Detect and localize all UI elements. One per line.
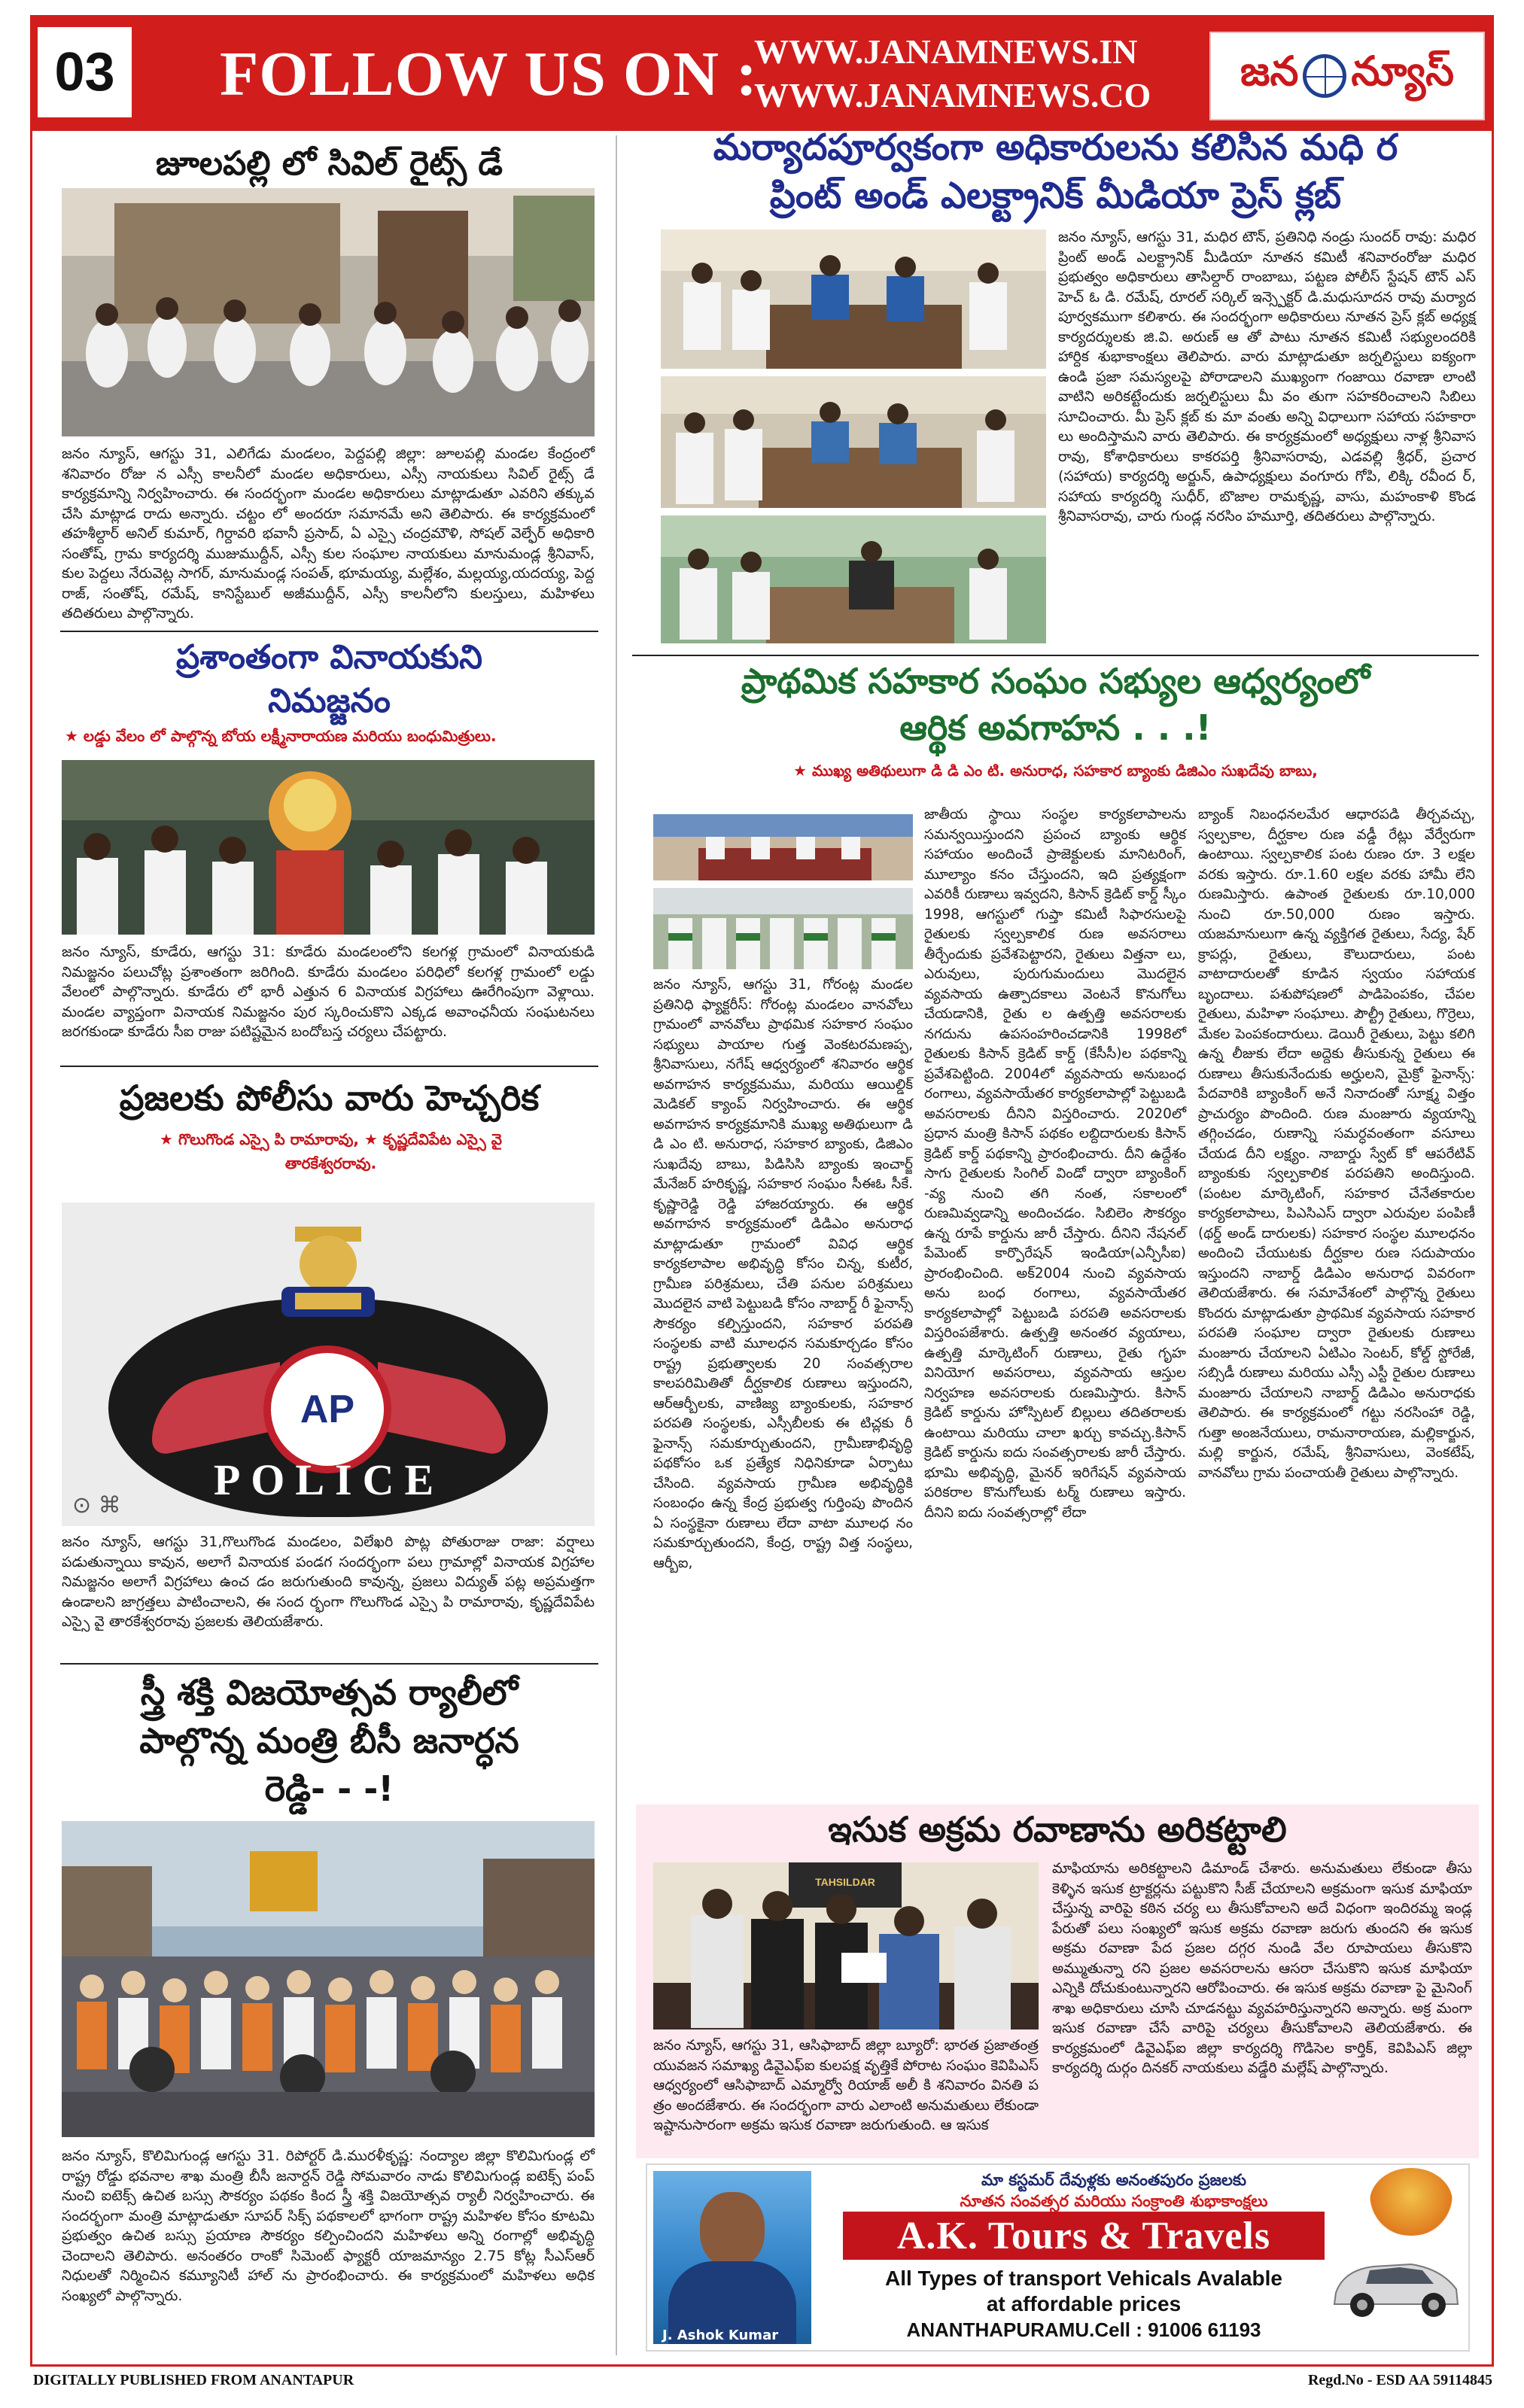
divider bbox=[632, 655, 1479, 656]
sand-body-col1: జనం న్యూస్, ఆగస్టు 31, ఆసిఫాబాద్ జిల్లా బ్యూరో: భారత ప్రజాతంత్ర యువజన సమాఖ్య డివైఎఫ్ఐ కులపక్ష వృత్తికే పోరాట సంఘం కెవిపిఎస్ ఆధ్వర్యంలో ఆసిఫాబాద్ ఎమ్మార్వో రియాజ్ అలీ కి శనివారం వినతి ప త్రం అందజేశారు. ఈ సందర్భంగా వారు ఎలాంటి అనుమతులు లేకుండా ఇష్టానుసారంగా అక్రమ ఇసుక రవాణా జరుగుతుంది. ఆ ఇసుక bbox=[653, 2037, 1039, 2133]
tahsildar-sign: TAHSILDAR bbox=[815, 1876, 875, 1888]
press-club-photo-3 bbox=[661, 515, 1046, 643]
masthead bbox=[32, 17, 1492, 131]
cooperative-body-col2: జాతీయ స్థాయి సంస్థల కార్యకలాపాలను సమన్వయిస్తుందని ప్రపంచ బ్యాంకు ఆర్థిక సహాయం అందించే ప్రాజెక్టులకు మానిటరింగ్, మూల్యాం కనం చేస్తుందని, ఇది ప్రత్యక్షంగా ఎవరికీ రుణాలు ఇవ్వదని, కిసాన్ క్రెడిట్ కార్డ్ స్కీం 1998, ఆగస్టులో గుప్తా కమిటీ సిఫారసులపై రైతులకు స్వల్పకాలిక రుణ అవసరాలు తీర్చేందుకు ప్రవేశపెట్టారని, రైతులు విత్తనా లు, ఎరువులు, పురుగుమందులు మొదలైన వ్యవసాయ ఉత్పాదకాలు వెంటనే కొనుగోలు చేయడానికి, రైతు ల ఉత్పత్తి అవసరాలకు నగదును ఉపసంహరించడానికి 1998లో రైతులకు కిసాన్ క్రెడిట్ కార్డ్ (కేసీసీ)ల పథకాన్ని ప్రవేశపెట్టింది. 2004లో వ్యవసాయ అనుబంధ రంగాలు, వ్యవసాయేతర కార్యకలాపాల్లో పెట్టుబడి అవసరాలకు దీనిని విస్తరించారు. 2020లో ప్రధాన మంత్రి కిసాన్ పథకం లబ్దిదారులకు కిసాన్ క్రెడిట్ కార్డ్ పథకాన్ని ప్రారంభించారు. దీని ఉద్దేశం సాగు రైతులకు సింగిల్ విండో ద్వారా బ్యాంకింగ్ -వ్య నుంచి తగి నంత, సకాలంలో రుణమివ్వడాన్ని అందించడం. సిబిలెం సౌకర్యం ఉన్న రూపే కార్డును జారీ చేస్తారు. దీనిని నేషనల్ పేమెంట్ కార్పొరేషన్ ఇండియా(ఎన్పీసీఐ) ప్రారంభించింది. అక్2004 నుంచి వ్యవసాయ అను బంధ రంగాలు, వ్యవసాయేతర కార్యకలాపాల్లో పెట్టుబడి పరపతి అవసరాలకు విస్తరింపజేశారు. ఉత్పత్తి అనంతర వ్యయాలు, ఉత్పత్తి మార్కెటింగ్ రుణాలు, రైతు గృహ వినియోగ అవసరాలు, వ్యవసాయ ఆస్తుల నిర్వహణ అవసరాలకు రుణమిస్తారు. కిసాన్ క్రెడిట్ కార్డును హోస్పిటల్ బిల్లులు తదితరాలకు ఉంటాయి మరియు చాలా ఖర్చు కావచ్చు.కిసాన్ క్రెడిట్ కార్డును ఐదు సంవత్సరాలకు జారీ చేస్తారు. భూమి అభివృద్ధి, మైనర్ ఇరిగేషన్ వ్యవసాయ పరికరాల కొనుగోలుకు టర్మ్ రుణాలు ఇస్తారు. దీనిని ఐదు సంవత్సరాల్లో లేదా bbox=[924, 807, 1186, 1521]
ap-police-emblem-photo bbox=[62, 1202, 595, 1526]
sand-body-col2: మాఫియాను అరికట్టాలని డిమాండ్ చేశారు. అనుమతులు లేకుండా తీసు కెళ్ళిన ఇసుక ట్రాక్టర్లను పట్టుకొని సీజ్ చేయాలని అక్రమంగా ఇసుక మాఫియా చేస్తున్న వారిపై కఠిన చర్య లు తీసుకోవాలని అదే విధంగా ఇందిరమ్మ ఇండ్ల పేరుతో పలు సంఖ్యలో ఇసుక అక్రమ రవాణా జరుగు తుందని ఈ ఇసుక అక్రమ రవాణా పేద ప్రజల దగ్గర నుండి వేల రూపాయలు తీసుకొని అమ్ముతున్నా రని ప్రజల అవసరాలను ఆసరా చేసుకొని ఇసుక మాఫియా ఎన్నికి దోచుకుంటున్నారని ఆరోపించారు. ఈ ఇసుక అక్రమ రవాణా పై మైనింగ్ శాఖ అధికారులు చూసి చూడనట్టు వ్యవహరిస్తున్నారని అన్నారు. అక్ర మంగా ఇసుక రవాణా చేసే వారిపై చర్యలు తీసుకోవాలని తెలియజేశారు. ఈ కార్యక్రమంలో డివైఎఫ్ఐ జిల్లా కార్యదర్శి గొడిసెల కార్తిక్, కెవిపిఎస్ జిల్లా కార్యదర్శి దుర్గం దినకర్ నాయకులు వడ్డేరి మల్లేష్ పాల్గొన్నారు. bbox=[1052, 1860, 1472, 2076]
sand-petition-photo bbox=[653, 1862, 1039, 2029]
national-emblem-icon bbox=[265, 1212, 391, 1332]
advertiser-name: J. Ashok Kumar bbox=[662, 2327, 779, 2343]
vinayaka-headline-line2: నిమజ్జనం bbox=[268, 682, 391, 720]
vinayaka-photo bbox=[62, 760, 595, 935]
cooperative-body-col3: బ్యాంక్ నిబంధనలమేర ఆధారపడి తీర్చవచ్చు, స్వల్పకాల, దీర్ఘకాల రుణ వడ్డీ రేట్లు వేర్వేరుగా ఉంటాయి. స్వల్పకాలిక పంట రుణం రూ. 3 లక్షల వరకు ఇస్తారు. రూ.1.60 లక్షల వరకు హామీ లేని రుణమిస్తారు. ఉపాంత రైతులకు రూ.10,000 నుంచి రూ.50,000 రుణం ఇస్తారు. యజమానులుగా ఉన్న వ్యక్తిగత రైతులు, సేద్య, షేర్ క్రాపర్లు, రైతులు, కౌలుదారులు, పంట వాటాదారులతో కూడిన స్వయం సహాయక బృందాలు. పశుపోషణలో పాడిపెంపకం, చేపల రైతులు, మహిళా సంఘాలు. పౌల్ట్రీ రైతులు, గొర్రెలు, మేకల పెంపకందారులు. డెయిరీ రైతులు, పెట్టు కలిగి ఉన్న లీజుకు లేదా అద్దెకు తీసుకున్న రైతులు ఈ రుణాలు తీసుకునేందుకు అర్హులని, మైక్రో ఫైనాన్స్: పేదవారికి బ్యాంకింగ్ అనే నినాదంతో సూక్ష్మ విత్తం ప్రాచుర్యం పొందింది. రుణ మంజూరు వ్యయాన్ని తగ్గించడం, రుణాన్ని సమర్ధవంతంగా వసూలు చేయడ దీని లక్ష్యం. నాబార్డు స్వేట్ కో ఆపరేటివ్ బ్యాంకుకు స్వల్పకాలిక పరపతిని అందిస్తుంది. (పంటల మార్కెటింగ్, సహకార చేనేతకారుల కార్యకలాపాలు, పిఎసిఎస్ ద్వారా ఎరువుల పంపిణీ (థర్డ్ అండ్ దారులకు) సహకార సంస్థల మూలధనం అందించి చేయుటకు దీర్ఘకాల రుణ సదుపాయం ఇస్తుందని నాబార్డ్ డిడిఎం అనురాధ వివరంగా తెలియజేశారు. ఈ సమావేశంలో పాల్గొన్న రైతులు కొందరు మాట్లాడుతూ ప్రాథమిక వ్యవసాయ సహకార పరపతి సంఘాల ద్వారా రైతులకు రుణాలు మంజూరు చేయాలని ఏటిఎం సెంటర్, కోల్డ్ స్టోరేజీ, సబ్సిడీ రుణాలు మరియు ఎస్సీ ఎస్టీ రైతుల రుణాలు మంజూరు చేయాలని నాబార్డ్ డిడిఎం అనురాధకు తెలిపారు. ఈ కార్యక్రమంలో గట్టు నరసింహా రెడ్డి, గుత్తా అంజనేయులు, రామనారాయణ, మల్లికార్జున, మల్లి కార్జున, రమేష్, శ్రీనివాసులు, వెంకటేష్, వానవోలు గ్రామ పంచాయతీ రైతులు పాల్గొన్నారు. bbox=[1198, 807, 1475, 1481]
cooperative-headline-line2: ఆర్థిక అవగాహన . . .! bbox=[899, 707, 1212, 748]
police-sub-1: గొలుగొండ ఎస్సై పి రామారావు, bbox=[178, 1130, 359, 1148]
ad-tagline bbox=[843, 2266, 1325, 2317]
star-icon: ★ bbox=[65, 727, 84, 745]
advertiser-photo bbox=[653, 2171, 811, 2344]
car-icon bbox=[1328, 2233, 1464, 2323]
vinayaka-subheading bbox=[65, 724, 599, 748]
ad-business-banner bbox=[843, 2212, 1325, 2260]
vinayaka-headline-line1: ప్రశాంతంగా వినాయకుని bbox=[176, 638, 482, 676]
police-sub-2: కృష్ణదేవిపేట ఎస్సై వై bbox=[382, 1130, 502, 1148]
press-club-photo-1 bbox=[661, 230, 1046, 369]
footer-registration: Regd.No - ESD AA 59114845 bbox=[1307, 2372, 1492, 2388]
police-wordmark: POLICE bbox=[213, 1455, 445, 1504]
ganesha-icon bbox=[1370, 2168, 1453, 2236]
vinayaka-subheading-text: లడ్డు వేలం లో పాల్గొన్న బోయ లక్ష్మీనారాయణ మరియు బంధుమిత్రులు. bbox=[83, 727, 497, 745]
logo-text-left: జన bbox=[1240, 47, 1299, 95]
stree-shakti-headline-line2: పాల్గొన్న మంత్రి బీసీ జనార్ధన bbox=[139, 1720, 519, 1761]
press-club-headline-line1: మర్యాదపూర్వకంగా అధికారులను కలిసిన మధి ర bbox=[713, 126, 1398, 169]
ad-greeting-line2: నూతన సంవత్సర మరియు సంక్రాంతి శుభాకాంక్షలు bbox=[960, 2192, 1268, 2210]
stree-shakti-body: జనం న్యూస్, కొలిమిగుండ్ల ఆగస్టు 31. రిపోర్టర్ డి.మురళీకృష్ణ: నంద్యాల జిల్లా కొలిమిగుండ్ల లో రాష్ట్ర రోడ్డు భవనాల శాఖ మంత్రి బీసీ జనార్దన్ రెడ్డి సోమవారం నాడు కొలిమిగుండ్ల ఐటెక్స్ పంప్ నుంచి ఐటెక్స్ ఉచిత బస్సు సౌకర్యం పథకం కింద స్త్రీ శక్తి విజయోత్సవ ర్యాలీ నిర్వహించారు. ఈ సందర్భంగా మంత్రి మాట్లాడుతూ సూపర్ సిక్స్ పథకాలలో భాగంగా రాష్ట్ర మహిళల కోసం కూటమి ప్రభుత్వం ఉచిత బస్సు ప్రయాణ సౌకర్యం కల్పించిందని మహిళలు అన్ని రంగాల్లో అభివృద్ధి చెందాలని తెలిపారు. అనంతరం రాంకో సిమెంట్ ఫ్యాక్టరీ యాజమాన్యం 2.75 కోట్ల సీఎస్ఆర్ నిధులతో నిర్మించిన కమ్యూనిటీ హాల్ ను ప్రారంభించారు. ఈ కార్యక్రమంలో మహిళలు అధిక సంఖ్యలో పాల్గొన్నారు. bbox=[62, 2148, 595, 2304]
divider bbox=[60, 1066, 598, 1067]
page-number: 03 bbox=[38, 27, 132, 117]
column-divider bbox=[616, 135, 617, 2355]
police-warning-body: జనం న్యూస్, ఆగస్టు 31,గొలుగొండ మండలం, విలేఖరి పొట్ల పోతురాజు రాజా: వర్షాలు పడుతున్నాయి కావున, అలాగే వినాయక పండగ సందర్భంగా పలు గ్రామాల్లో వినాయక విగ్రహాల నిమజ్జనం అలాగే విగ్రహాలు ఉంచ డం జరుగుతుంది కావున్న, ప్రజలు విద్యుత్ పట్ల అప్రమత్తగా ఉండాలని జాగ్రత్తలు పాటించాలని, ఈ సంద ర్భంగా గొలుగొండ ఎస్సై పి రామారావు, కృష్ణదేవిపేట ఎస్సై వై తారకేశ్వరరావు ప్రజలకు తెలియజేశారు. bbox=[62, 1534, 595, 1630]
cooperative-photo-1 bbox=[653, 814, 913, 880]
ad-tagline-2: at affordable prices bbox=[986, 2292, 1182, 2315]
ad-contact: ANANTHAPURAMU.Cell : 91006 61193 bbox=[906, 2318, 1261, 2341]
divider bbox=[60, 631, 598, 632]
civil-rights-photo bbox=[62, 188, 595, 436]
ad-tagline-1: All Types of transport Vehicals Avalable bbox=[884, 2267, 1283, 2290]
star-icon: ★ bbox=[160, 1130, 178, 1148]
lens-translate-icons: ⊙ ⌘ bbox=[72, 1492, 121, 1519]
star-icon: ★ bbox=[793, 762, 812, 780]
ap-badge-text: AP bbox=[300, 1388, 355, 1431]
police-sub-3: తారకేశ్వరరావు. bbox=[284, 1154, 377, 1172]
advertiser-face bbox=[700, 2192, 765, 2267]
cooperative-body-col1: జనం న్యూస్, ఆగస్టు 31, గోరంట్ల మండల ప్రతినిధి ఫ్యాక్టరీస్: గోరంట్ల మండలం వానవోలు గ్రామంలో వానవోలు ప్రాథమిక సహకార సంఘం సభ్యులు పాయాల గుత్త వెంకటరమణప్ప, శ్రీనివాసులు, నగేష్ ఆధ్వర్యంలో శనివారం ఆర్థిక అవగాహన కార్యక్రమము, మరియు ఆయిల్డిక్ మెడికల్ క్యాంప్ నిర్వహించారు. ఈ ఆర్థిక అవగాహన కార్యక్రమానికి ముఖ్య అతిథులుగా డి డి ఎం టి. అనురాధ, సహకార బ్యాంకు, డిజిఎం సుఖదేవు బాబు, పిడిసిసి బ్యాంకు ఇంచార్జ్ మేనేజర్ హరికృష్ణ, సహకార సంఘం సీఈఓ సీకే. కృష్ణారెడ్డి రెడ్డి హాజరయ్యారు. ఈ ఆర్థిక అవగాహన కార్యక్రమంలో డిడిఎం అనురాధ మాట్లాడుతూ గ్రామంలో వివిధ ఆర్థిక కార్యకలాపాల అభివృద్ధి కోసం చిన్న, కుటీర, గ్రామీణ పరిశ్రమలు, చేతి పనుల పరిశ్రమలు మొదలైన వాటి పెట్టుబడి కోసం నాబార్డ్ రీ ఫైనాన్స్ సౌకర్యం కల్పిస్తుందని, సహకార పరపతి సంస్థలకు వాటి మూలధన సమకూర్చడం కోసం రాష్ట్ర ప్రభుత్వాలకు 20 సంవత్సరాల కాలపరిమితితో దీర్ఘకాలిక రుణాలు ఇస్తుందని, ఆర్ఆర్బీలకు, వాణిజ్య బ్యాంకులకు, సహకార పరపతి సంస్థలకు, ఎస్సీబీలకు ఈ టిచ్లకు రీ ఫైనాన్స్ సమకూర్చుతుందని, గ్రామీణాభివృద్ధి పథకోసం ఒక ప్రత్యేక నిధినికూడా ఏర్పాటు చేసింది. వ్యవసాయ గ్రామీణ అభివృద్ధికి సంబంధం ఉన్న కేంద్ర ప్రభుత్వ గుర్తింపు పొందిన ఏ సంస్థకైనా రుణాలు లేదా వాటా మూలధ నం సమకూర్చుతుందని, కేంద్ర, రాష్ట్ర విత్త సంస్థలు, ఆర్బీఐ, bbox=[653, 977, 913, 1571]
cooperative-subheading-text: ముఖ్య అతిథులుగా డి డి ఎం టి. అనురాధ, సహకార బ్యాంకు డిజిఎం సుఖదేవు బాబు, bbox=[812, 762, 1318, 780]
stree-shakti-headline-line3: రెడ్డి- - -! bbox=[264, 1768, 394, 1809]
ak-tours-advertisement[interactable] bbox=[646, 2163, 1470, 2352]
janam-news-logo bbox=[1209, 32, 1485, 120]
police-warning-headline: ప్రజలకు పోలీసు వారు హెచ్చరిక bbox=[119, 1078, 540, 1118]
chakra-icon bbox=[1303, 54, 1346, 98]
stree-shakti-rally-photo bbox=[62, 1821, 595, 2137]
website-links bbox=[754, 30, 1151, 117]
follow-us-label: FOLLOW US ON : bbox=[220, 39, 758, 109]
press-club-photo-2 bbox=[661, 376, 1046, 508]
police-warning-subheading bbox=[62, 1127, 600, 1175]
stree-shakti-headline-line1: స్త్రీ శక్తి విజయోత్సవ ర్యాలీలో bbox=[140, 1672, 519, 1713]
cooperative-headline-line1: ప్రాథమిక సహకార సంఘం సభ్యుల ఆధ్వర్యంలో bbox=[741, 661, 1370, 701]
civil-rights-headline: జూలపల్లి లో సివిల్ రైట్స్ డే bbox=[155, 144, 503, 183]
ad-business-name: A.K. Tours & Travels bbox=[896, 2214, 1271, 2258]
website-link-co[interactable]: WWW.JANAMNEWS.CO bbox=[754, 76, 1151, 114]
press-club-body: జనం న్యూస్, ఆగస్టు 31, మధిర టౌన్, ప్రతినిధి నండ్రు సుందర్ రావు: మధిర ప్రింట్ అండ్ ఎలక్ట్రానిక్ మీడియా నూతన కమిటీ శనివారంరోజు మధిర ప్రభుత్వం అధికారులు తాసిల్దార్ రాంబాబు, పట్టణ పోలీస్ స్టేషన్ టౌన్ ఎస్ హెచ్ ఓ డి. రమేష్, రూరల్ సర్కిల్ ఇన్స్పెక్టర్ డి.మధుసూదన రావు మర్యాద పూర్వకముగా కలిశారు. ఈ సందర్భంగా అధికారులు నూతన ప్రెస్ క్లబ్ అధ్యక్ష కార్యదర్శులకు జి.వి. అరుణ్ ఆ తో పాటు నూతన కమిటీ సభ్యులందరికి హార్దిక శుభాకాంక్షలు తెలిపారు. వారు మాట్లాడుతూ జర్నలిస్టులు ఐక్యంగా ఉండి ప్రజా సమస్యలపై పోరాడాలని ముఖ్యంగా గంజాయి రవాణా లాంటి వాటిని అరికట్టేందుకు జర్నలిస్టులు మీ వం తుగా సహకరించాలని సిబిలు సూచించారు. మీ ప్రెస్ క్లబ్ కు మా వంతు అన్ని విధాలుగా సహాయ సహకారా లు అందిస్తామని వారు తెలిపారు. ఈ కార్యక్రమంలో అధ్యక్షులు నాళ్ల శ్రీనివాస రావు, కోశాధికారులు కాకరపర్తి శ్రీనివాసరావు, ఎడవల్లి శ్రీధర్, ప్రచార (సహాయ) కార్యదర్శి అర్జున్, ఉపాధ్యక్షులు వంగూరు గోపి, లిక్కి రవీంద ర్, సహాయ కార్యదర్శి సుధీర్, బొజాల రామకృష్ణ, వాసు, మహంకాళి కొండ శ్రీనివాసరావు, చారు గుండ్ల నరసిం హమూర్తి, తదితరులు పాల్గొన్నారు. bbox=[1058, 229, 1476, 524]
sand-headline: ఇసుక అక్రమ రవాణాను అరికట్టాలి bbox=[828, 1809, 1287, 1850]
cooperative-subheading bbox=[632, 759, 1479, 783]
ad-greeting bbox=[903, 2169, 1325, 2212]
cooperative-photo-2 bbox=[653, 888, 913, 969]
divider bbox=[60, 1663, 598, 1665]
star-icon: ★ bbox=[364, 1130, 383, 1148]
ad-greeting-line1: మా కస్టమర్ దేవుళ్లకు అనంతపురం ప్రజలకు bbox=[981, 2171, 1247, 2189]
press-club-headline-line2: ప్రింట్ అండ్ ఎలక్ట్రానిక్ మీడియా ప్రెస్ క్లబ్ bbox=[769, 175, 1342, 217]
website-link-in[interactable]: WWW.JANAMNEWS.IN bbox=[754, 32, 1138, 71]
vinayaka-body: జనం న్యూస్, కూడేరు, ఆగస్టు 31: కూడేరు మండలంలోని కలగళ్ల గ్రామంలో వినాయకుడి నిమజ్జనం పలుచోట్ల ప్రశాంతంగా జరిగింది. కూడేరు మండలం పరిధిలో కలగళ్ల గ్రామంలో లడ్డు వేలంలో పాల్గొన్నారు. కూడేరు లో భారీ ఎత్తున 6 వినాయక విగ్రహాలు ఊరేగింపుగా వెళ్లాయి. మండల వ్యాప్తంగా వినాయక నిమజ్జనం పుర స్కరించుకొని ఎక్కడ అవాంఛనీయ సంఘటనలు జరగకుండా కూడేరు సీఐ రాజు పటిష్టమైన బందోబస్త చర్యలు చేపట్టారు. bbox=[62, 944, 595, 1040]
footer-publisher: DIGITALLY PUBLISHED FROM ANANTAPUR bbox=[33, 2372, 354, 2388]
logo-text-right: న్యూస్ bbox=[1351, 47, 1454, 95]
civil-rights-body: జనం న్యూస్, ఆగస్టు 31, ఎలిగేడు మండలం, పెద్దపల్లి జిల్లా: జూలపల్లి మండల కేంద్రంలో శనివారం రోజు న ఎస్సీ కాలనీలో మండల అధికారులు, ఎస్సీ నాయకులు సివిల్ రైట్స్ డే కార్యక్రమాన్ని నిర్వహించారు. ఈ సందర్భంగా మండల అధికారులు మాట్లాడుతూ ఎవరిని తక్కువ చేసి మాట్లాడ రాదు అన్నారు. చట్టం లో అందరూ సమానమే అని తెలిపారు. ఈ కార్యక్రమంలో తహశీల్దార్ అనిల్ కుమార్, గిర్దావరి భవానీ ప్రసాద్, ఏ ఎస్సై చంద్రమౌళి, సోషల్ వెల్ఫేర్ అధికారి సంతోష్, గ్రామ కార్యదర్శి ముజుముద్దీన్, ఎస్సీ కుల సంఘాల నాయకులు మానుమండ్ల శ్రీనివాస్, కుల పెద్దలు నేరువెట్ల సాగర్, మానుమండ్ల సంపత్, భూమయ్య, మల్లేశం, మల్లయ్య,యదయ్య, పెద్ద రాజ్, సంతోష్, రమేష్, కానిస్టేబుల్ అజీముద్దీన్, ఎస్సీ కాలనీలోని కులస్తులు, మహిళలు తదితరులు పాల్గొన్నారు. bbox=[62, 445, 595, 622]
